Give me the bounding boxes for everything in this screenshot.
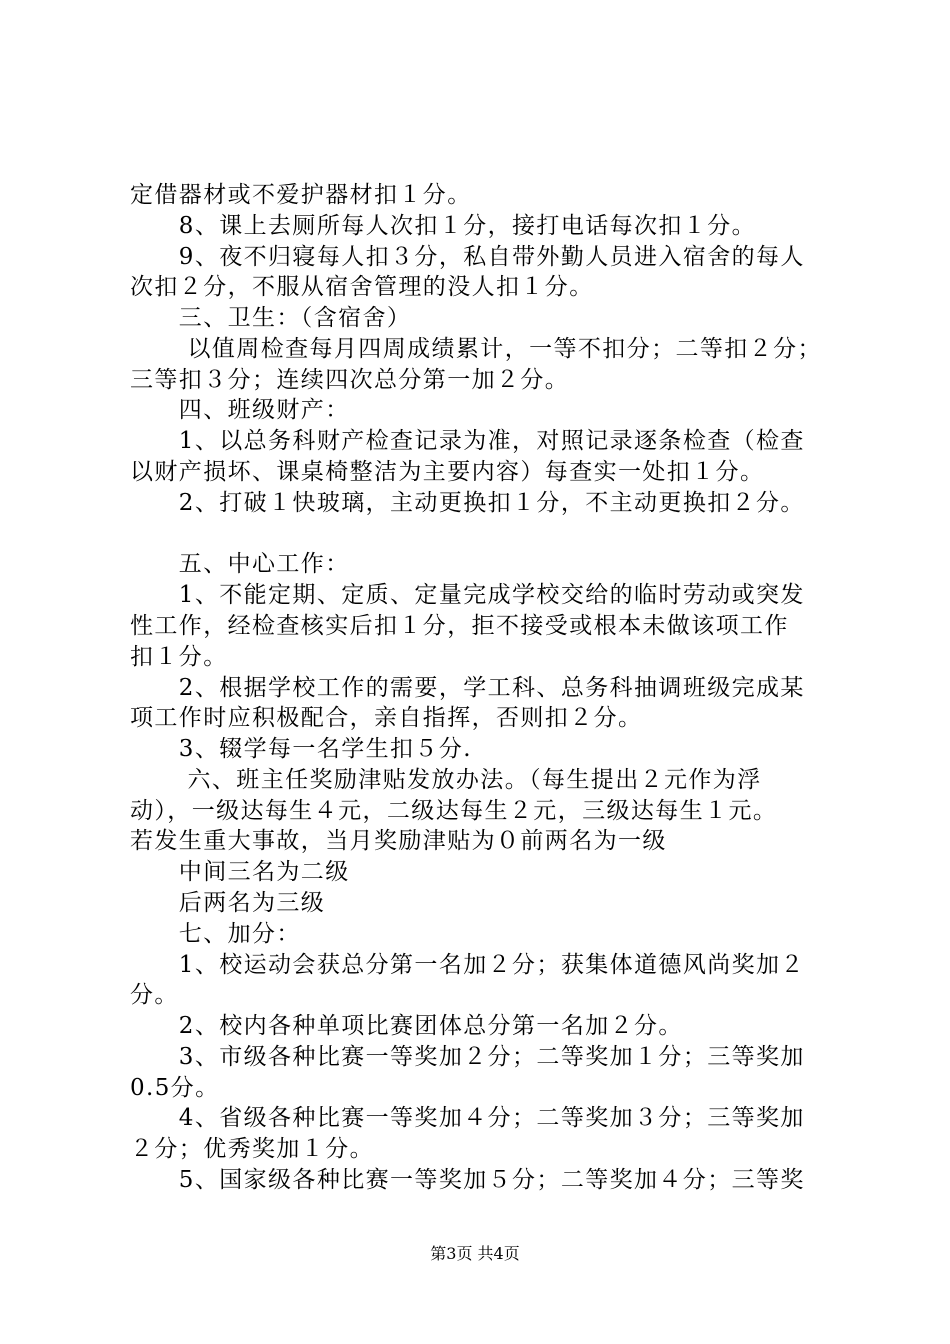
text-line: 9、夜不归寝每人扣３分，私自带外勤人员进入宿舍的每人: [130, 244, 805, 270]
text-line: 0.5分。: [130, 1075, 220, 1101]
text-line: 1、校运动会获总分第一名加２分；获集体道德风尚奖加２: [130, 952, 805, 978]
text-line: 4、省级各种比赛一等奖加４分；二等奖加３分；三等奖加: [130, 1105, 805, 1131]
text-line: 2、根据学校工作的需要，学工科、总务科抽调班级完成某: [130, 675, 805, 701]
page-footer: 第3页 共4页: [430, 1244, 520, 1263]
section-heading: 六、班主任奖励津贴发放办法。（每生提出２元作为浮: [130, 767, 762, 793]
text-line: 若发生重大事故，当月奖励津贴为０前两名为一级: [130, 828, 667, 854]
section-heading: 四、班级财产：: [130, 397, 350, 423]
text-line: 以财产损坏、课桌椅整洁为主要内容）每查实一处扣１分。: [130, 459, 765, 485]
text-line: ２分；优秀奖加１分。: [130, 1136, 374, 1162]
text-line: 动），一级达每生４元，二级达每生２元，三级达每生１元。: [130, 798, 778, 824]
text-line: 8、课上去厕所每人次扣１分，接打电话每次扣１分。: [130, 213, 757, 239]
section-heading: 五、中心工作：: [130, 551, 350, 577]
text-line: 3、市级各种比赛一等奖加２分；二等奖加１分；三等奖加: [130, 1044, 805, 1070]
text-line: 以值周检查每月四周成绩累计，一等不扣分；二等扣２分；: [130, 336, 822, 362]
text-line: 后两名为三级: [130, 890, 326, 916]
text-line: 3、辍学每一名学生扣５分.: [130, 736, 472, 762]
text-line: 定借器材或不爱护器材扣１分。: [130, 182, 472, 208]
text-line: 项工作时应积极配合，亲自指挥，否则扣２分。: [130, 705, 643, 731]
text-line: 扣１分。: [130, 644, 228, 670]
text-line: 2、打破１快玻璃，主动更换扣１分，不主动更换扣２分。: [130, 490, 805, 516]
text-line: 性工作，经检查核实后扣１分，拒不接受或根本未做该项工作: [130, 613, 789, 639]
text-line: 1、不能定期、定质、定量完成学校交给的临时劳动或突发: [130, 582, 805, 608]
text-line: 5、国家级各种比赛一等奖加５分；二等奖加４分；三等奖: [130, 1167, 805, 1193]
text-line: 中间三名为二级: [130, 859, 350, 885]
text-line: 2、校内各种单项比赛团体总分第一名加２分。: [130, 1013, 683, 1039]
text-line: 分。: [130, 982, 179, 1008]
text-line: 次扣２分，不服从宿舍管理的没人扣１分。: [130, 274, 594, 300]
section-heading: 七、加分：: [130, 921, 301, 947]
text-line: 三等扣３分；连续四次总分第一加２分。: [130, 367, 570, 393]
text-line: 1、以总务科财产检查记录为准，对照记录逐条检查（检查: [130, 428, 805, 454]
section-heading: 三、卫生：（含宿舍）: [130, 305, 412, 331]
